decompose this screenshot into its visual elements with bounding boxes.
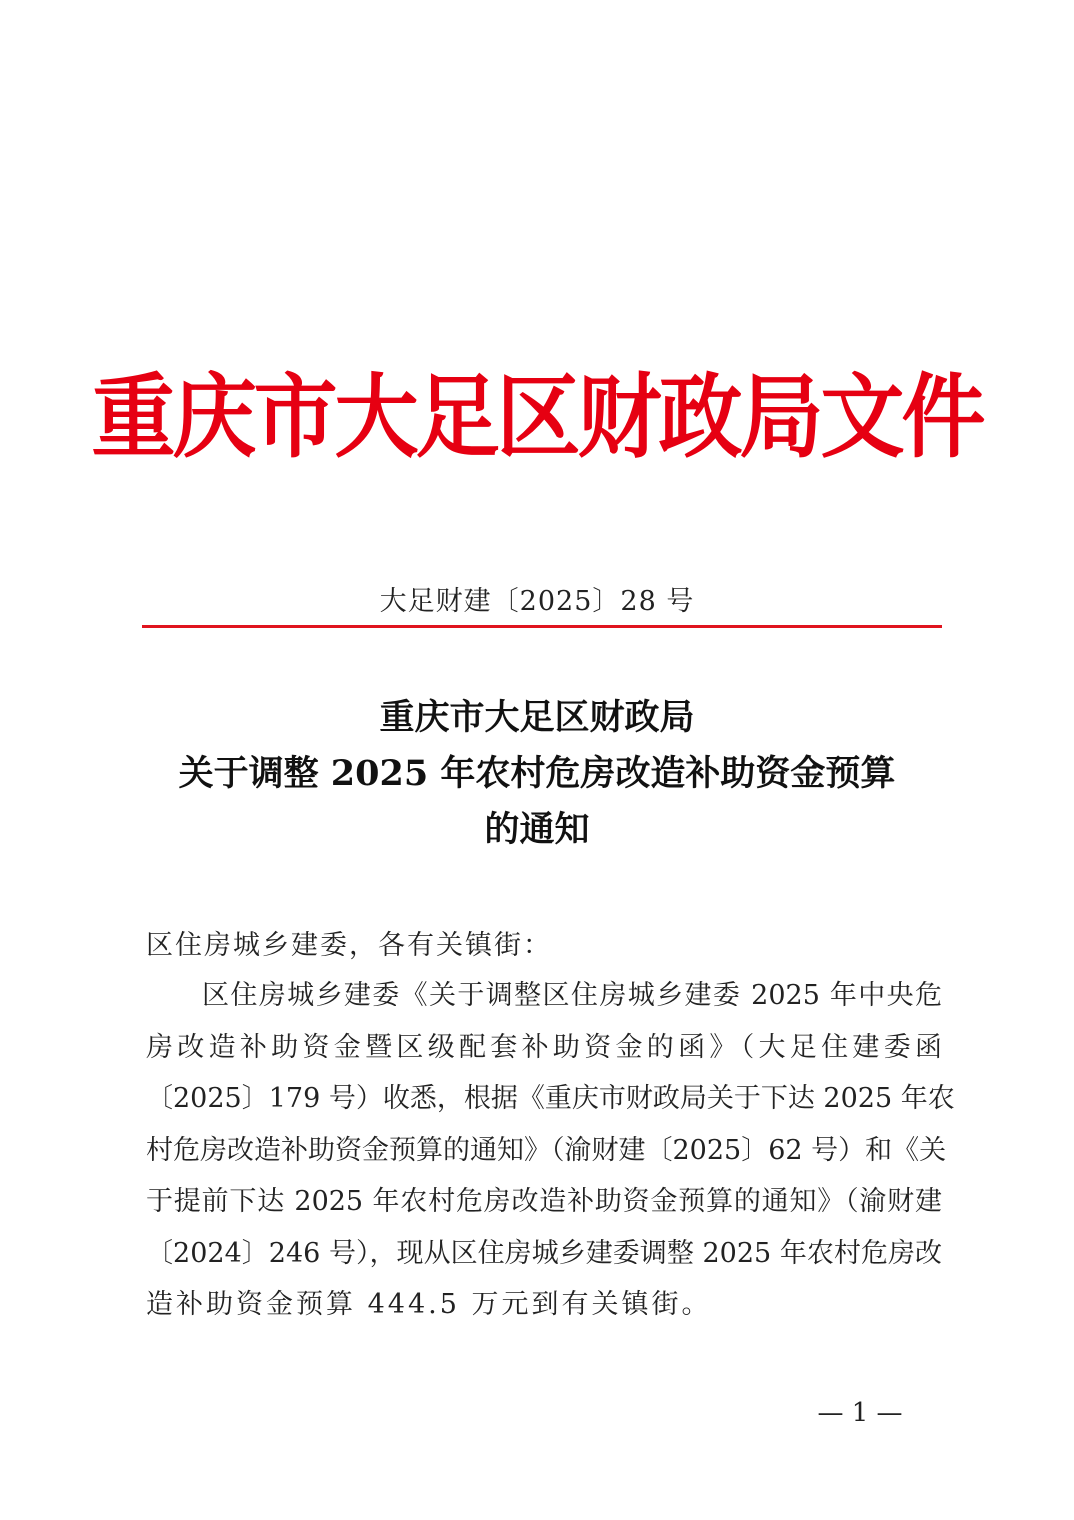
body-line: 于提前下达 2025 年农村危房改造补助资金预算的通知》（渝财建: [146, 1186, 942, 1217]
body-line: 〔2025〕179 号）收悉，根据《重庆市财政局关于下达 2025 年农: [146, 1083, 955, 1114]
body-line: 区住房城乡建委《关于调整区住房城乡建委 2025 年中央危: [202, 980, 942, 1011]
title-line: 重庆市大足区财政局: [379, 697, 695, 738]
document-title: [100, 690, 974, 858]
body-line: 房改造补助资金暨区级配套补助资金的函》（大足住建委函: [146, 1031, 942, 1063]
body-line: 村危房改造补助资金预算的通知》（渝财建〔2025〕62 号）和《关: [146, 1134, 947, 1166]
red-divider-line: [142, 625, 942, 628]
title-line: 关于调整 2025 年农村危房改造补助资金预算: [178, 753, 896, 794]
body-paragraph: [146, 970, 955, 1331]
body-line: 〔2024〕246 号），现从区住房城乡建委调整 2025 年农村危房改: [146, 1237, 942, 1269]
document-number: 大足财建〔2025〕28 号: [379, 586, 695, 617]
page-number: — 1 —: [817, 1398, 903, 1428]
title-line: 的通知: [484, 809, 590, 850]
body-line: 造补助资金预算 444.5 万元到有关镇街。: [146, 1289, 712, 1320]
salutation: 区住房城乡建委，各有关镇街：: [146, 930, 552, 961]
masthead-title: 重庆市大足区财政局文件: [91, 363, 983, 470]
